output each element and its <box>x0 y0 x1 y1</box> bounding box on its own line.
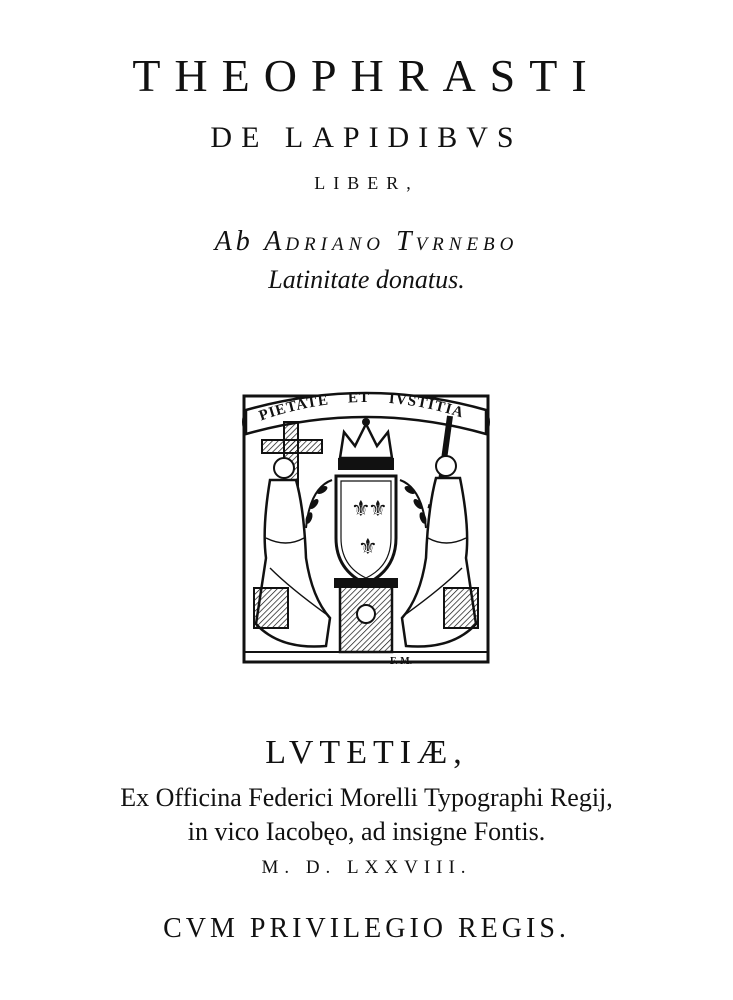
last-name-initial: T <box>395 226 416 257</box>
translator-ab: Ab <box>214 226 254 257</box>
motto-mid: ET <box>347 389 370 407</box>
translation-note: Latinitate donatus. <box>268 265 465 294</box>
imprint-year: M. D. LXXVIII. <box>261 857 472 878</box>
book-title: THEOPHRASTI <box>132 50 601 101</box>
imprint-address: in vico Iacobęo, ad insigne Fontis. <box>187 817 546 846</box>
last-name-rest: VRNEBO <box>415 234 519 255</box>
imprint-officina: Ex Officina Federici Morelli Typographi Regij, <box>120 783 613 812</box>
svg-text:⚜: ⚜ <box>351 497 371 522</box>
printers-device-emblem <box>240 388 492 668</box>
imprint-city: LVTETIÆ, <box>265 734 468 771</box>
book-subtitle: DE LAPIDIBVS <box>210 121 523 154</box>
royal-privilege: CVM PRIVILEGIO REGIS. <box>163 913 570 944</box>
device-monogram: F. M. <box>390 656 413 667</box>
first-name-rest: DRIANO <box>285 234 385 255</box>
translator-first-name <box>264 226 385 257</box>
motto-left: PIETATE <box>256 392 330 425</box>
book-liber: LIBER, <box>314 173 419 193</box>
first-name-initial: A <box>264 226 286 257</box>
translator-line <box>0 226 733 261</box>
motto-right: IVSTITIA <box>388 390 466 422</box>
svg-text:⚜: ⚜ <box>368 497 388 522</box>
translator-last-name <box>396 226 518 257</box>
svg-text:⚜: ⚜ <box>358 535 378 560</box>
